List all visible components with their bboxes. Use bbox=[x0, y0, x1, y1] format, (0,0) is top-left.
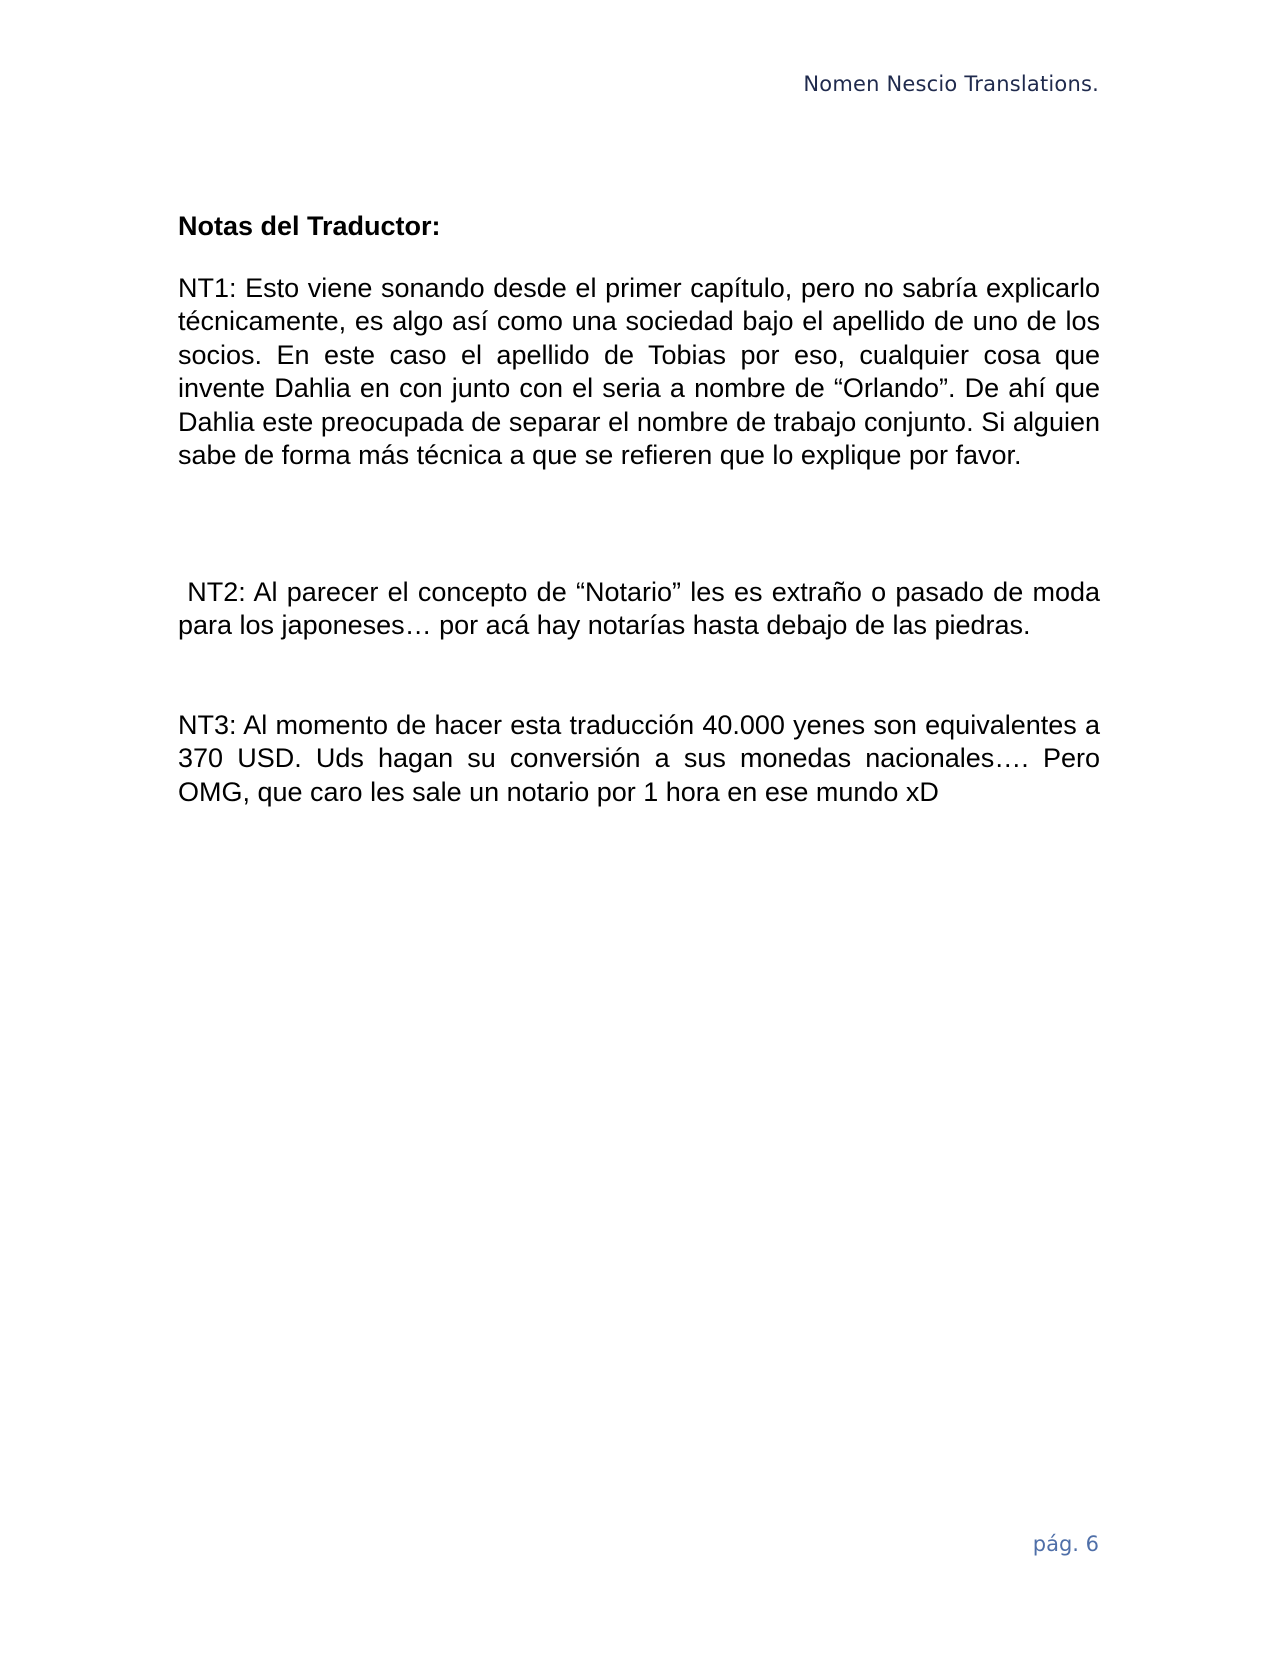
note-nt1: NT1: Esto viene sonando desde el primer capítulo, pero no sabría explicarlo técnicamente, es algo así como una sociedad bajo el apellido de uno de los socios. En este caso el apellido de Tobias por eso, cualquier cosa que invente Dahlia en con junto con el seria a nombre de “Orlando”. De ahí que Dahlia este preocupada de separar el nombre de trabajo conjunto. Si alguien sabe de forma más técnica a que se refieren que lo explique por favor. bbox=[178, 272, 1100, 471]
page-number: pág. 6 bbox=[1032, 1532, 1099, 1556]
header-title: Nomen Nescio Translations. bbox=[803, 72, 1099, 96]
notes-section bbox=[178, 210, 1108, 809]
note-nt2: NT2: Al parecer el concepto de “Notario” les es extraño o pasado de moda para los japoneses… por acá hay notarías hasta debajo de las piedras. bbox=[178, 576, 1108, 641]
note-nt3: NT3: Al momento de hacer esta traducción 40.000 yenes son equivalentes a 370 USD. Uds hagan su conversión a sus monedas nacionales…. Pero OMG, que caro les sale un notario por 1 hora en ese mundo xD bbox=[178, 709, 1100, 807]
notes-title: Notas del Traductor: bbox=[178, 211, 441, 241]
